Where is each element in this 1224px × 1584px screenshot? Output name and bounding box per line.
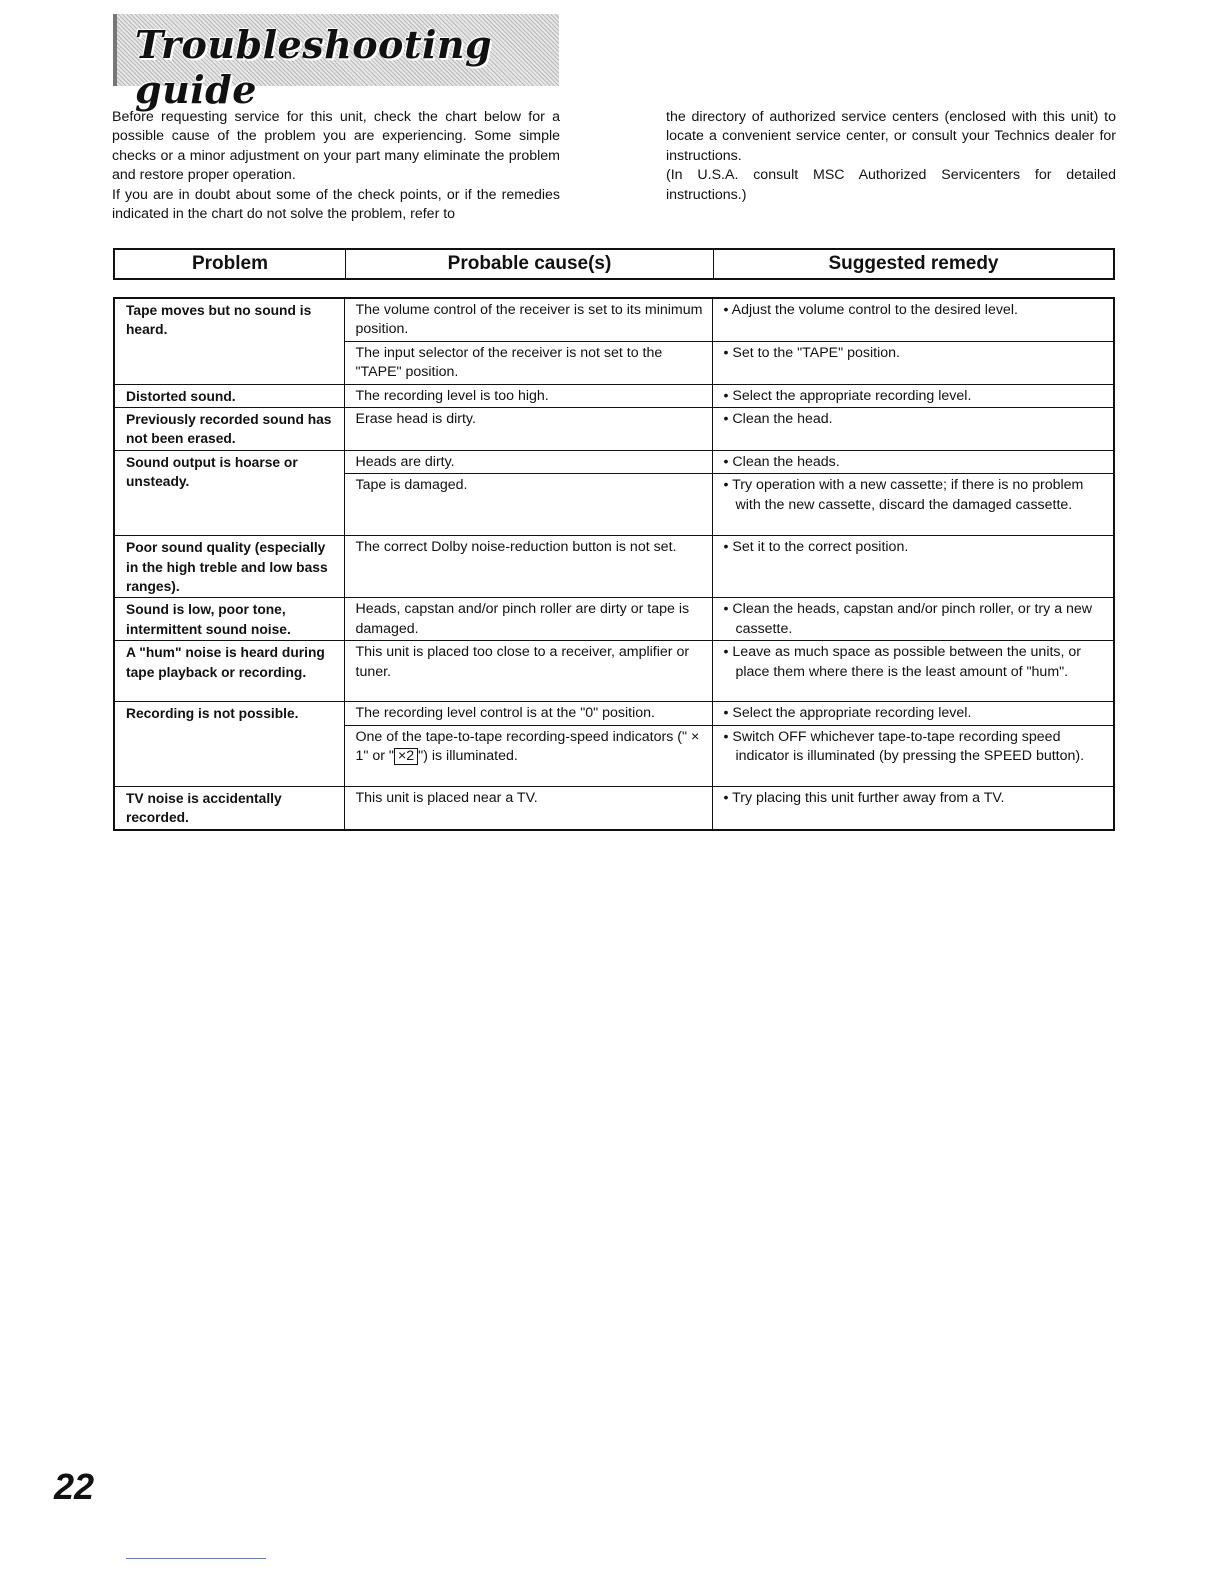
remedy-cell <box>712 725 1114 786</box>
intro-paragraph: (In U.S.A. consult MSC Authorized Servicenters for detailed instructions.) <box>666 167 1116 203</box>
cause-cell: The recording level is too high. <box>344 384 712 407</box>
problem-cell: A "hum" noise is heard during tape playback or recording. <box>114 641 344 702</box>
header-remedy: Suggested remedy <box>713 250 1113 278</box>
remedy-cell <box>712 702 1114 725</box>
cause-text: One of the tape-to-tape recording-speed indicators (" × 1" or " <box>355 728 700 765</box>
remedy-cell <box>712 450 1114 473</box>
cause-cell: This unit is placed near a TV. <box>344 786 712 829</box>
remedy-cell <box>712 341 1114 384</box>
remedy-text: • Clean the head. <box>724 410 1108 429</box>
remedy-text: • Try placing this unit further away from a TV. <box>724 789 1108 808</box>
cause-cell: The volume control of the receiver is set to its minimum position. <box>344 298 712 341</box>
remedy-cell <box>712 641 1114 702</box>
footer-divider <box>126 1558 266 1559</box>
remedy-text: • Set it to the correct position. <box>724 538 1108 557</box>
cause-cell: Heads are dirty. <box>344 450 712 473</box>
intro-paragraph: the directory of authorized service centers (enclosed with this unit) to locate a convenient service center, or consult your Technics dealer for instructions. <box>666 109 1116 164</box>
remedy-text: • Select the appropriate recording level. <box>724 704 1108 723</box>
cause-cell: The recording level control is at the "0" position. <box>344 702 712 725</box>
cause-cell: The correct Dolby noise-reduction button is not set. <box>344 536 712 598</box>
problem-cell: Tape moves but no sound is heard. <box>114 298 344 384</box>
remedy-text: • Select the appropriate recording level. <box>724 387 1108 406</box>
remedy-cell <box>712 408 1114 451</box>
cause-cell: Heads, capstan and/or pinch roller are dirty or tape is damaged. <box>344 598 712 641</box>
problem-cell: TV noise is accidentally recorded. <box>114 786 344 829</box>
page-title: Troubleshooting guide <box>135 22 493 112</box>
cause-cell: The input selector of the receiver is not set to the "TAPE" position. <box>344 341 712 384</box>
remedy-text: • Set to the "TAPE" position. <box>724 344 1108 363</box>
problem-cell: Poor sound quality (especially in the high treble and low bass ranges). <box>114 536 344 598</box>
table-row <box>114 408 1114 451</box>
intro-right <box>666 108 1116 205</box>
problem-cell: Recording is not possible. <box>114 702 344 786</box>
remedy-cell <box>712 598 1114 641</box>
header-problem: Problem <box>191 253 269 274</box>
cause-cell: Tape is damaged. <box>344 474 712 536</box>
cause-cell: Erase head is dirty. <box>344 408 712 451</box>
table-row <box>114 641 1114 702</box>
table-row <box>114 786 1114 829</box>
problem-cell: Sound output is hoarse or unsteady. <box>114 450 344 535</box>
table-row <box>114 598 1114 641</box>
remedy-cell <box>712 786 1114 829</box>
page-number: 22 <box>54 1466 95 1507</box>
remedy-cell <box>712 536 1114 598</box>
remedy-cell <box>712 298 1114 341</box>
remedy-text: • Try operation with a new cassette; if there is no problem with the new cassette, discard the damaged cassette. <box>724 476 1108 515</box>
remedy-cell <box>712 384 1114 407</box>
speed-indicator-x2: ×2 <box>394 748 418 765</box>
cause-cell: This unit is placed too close to a receiver, amplifier or tuner. <box>344 641 712 702</box>
cause-text: ") is illuminated. <box>418 748 518 765</box>
table-row <box>114 298 1114 341</box>
table-row <box>114 384 1114 407</box>
remedy-text: • Switch OFF whichever tape-to-tape recording speed indicator is illuminated (by pressing the SPEED button). <box>724 728 1108 767</box>
chart-header <box>113 248 1115 280</box>
table-row <box>114 450 1114 473</box>
intro-paragraph: Before requesting service for this unit, check the chart below for a possible cause of the problem you are experiencing. Some simple checks or a minor adjustment on your part many eliminate the problem and restore proper operation. <box>112 109 560 184</box>
remedy-text: • Leave as much space as possible between the units, or place them where there is the least amount of "hum". <box>724 643 1108 682</box>
remedy-text: • Clean the heads, capstan and/or pinch roller, or try a new cassette. <box>724 600 1108 639</box>
problem-cell: Sound is low, poor tone, intermittent sound noise. <box>114 598 344 641</box>
intro-left <box>112 108 560 224</box>
table-row <box>114 702 1114 725</box>
remedy-text: • Clean the heads. <box>724 453 1108 472</box>
remedy-cell <box>712 474 1114 536</box>
intro-paragraph: If you are in doubt about some of the check points, or if the remedies indicated in the chart do not solve the problem, refer to <box>112 186 560 223</box>
table-row <box>114 536 1114 598</box>
troubleshooting-table <box>113 297 1115 831</box>
title-banner <box>113 14 559 112</box>
cause-cell <box>344 725 712 786</box>
problem-cell: Distorted sound. <box>114 384 344 407</box>
remedy-text: • Adjust the volume control to the desired level. <box>724 301 1108 320</box>
header-cause: Probable cause(s) <box>345 250 713 278</box>
problem-cell: Previously recorded sound has not been erased. <box>114 408 344 451</box>
